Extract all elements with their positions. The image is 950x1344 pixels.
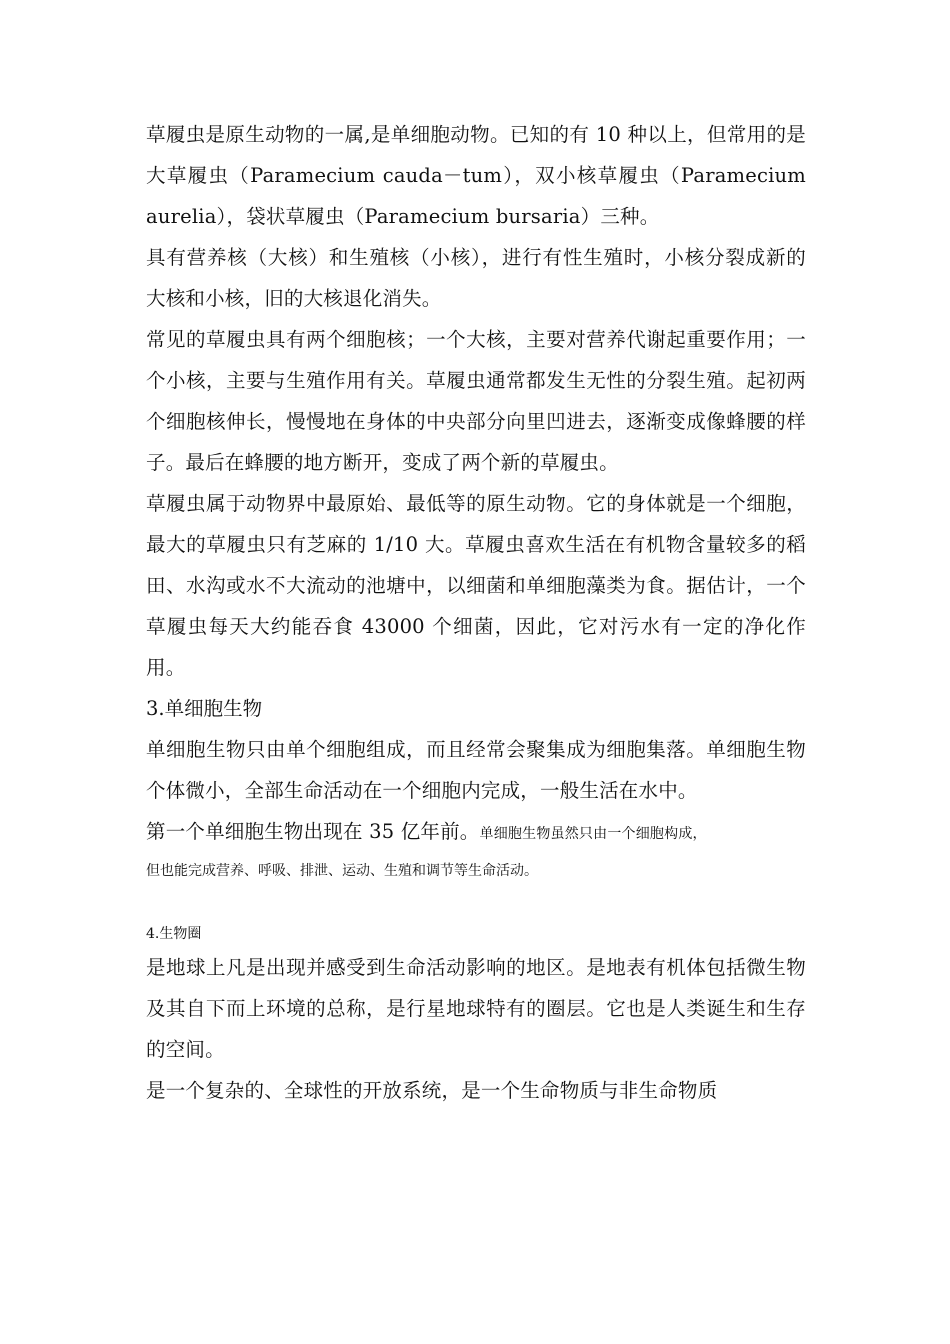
section-heading-unicellular: 3.单细胞生物 bbox=[146, 697, 263, 720]
paragraph-unicellular: 单细胞生物只由单个细胞组成，而且经常会聚集成为细胞集落。单细胞生物个体微小，全部生命活动在一个细胞内完成，一般生活在水中。 bbox=[146, 738, 806, 802]
spacer bbox=[146, 887, 806, 921]
paragraph-reproduction: 常见的草履虫具有两个细胞核；一个大核，主要对营养代谢起重要作用；一个小核，主要与生殖作用有关。草履虫通常都发生无性的分裂生殖。起初两个细胞核伸长，慢慢地在身体的中央部分向里凹进去，逐渐变成像蜂腰的样子。最后在蜂腰的地方断开，变成了两个新的草履虫。 bbox=[146, 328, 806, 474]
section-heading-biosphere: 4.生物圈 bbox=[146, 926, 202, 942]
first-unicellular-text: 第一个单细胞生物出现在 35 亿年前。 bbox=[146, 820, 480, 843]
paragraph-nuclei: 具有营养核（大核）和生殖核（小核），进行有性生殖时，小核分裂成新的大核和小核，旧的大核退化消失。 bbox=[146, 246, 806, 310]
paragraph-paramecium-intro: 草履虫是原生动物的一属,是单细胞动物。已知的有 10 种以上，但常用的是大草履虫（Paramecium cauda－tum），双小核草履虫（Paramecium aurelia），袋状草履虫（Paramecium bursaria）三种。 bbox=[146, 123, 806, 228]
paragraph-first-unicellular bbox=[146, 811, 806, 855]
paragraph-habitat: 草履虫属于动物界中最原始、最低等的原生动物。它的身体就是一个细胞，最大的草履虫只有芝麻的 1/10 大。草履虫喜欢生活在有机物含量较多的稻田、水沟或水不大流动的池塘中，以细菌和单细胞藻类为食。据估计，一个草履虫每天大约能吞食 43000 个细菌，因此，它对污水有一定的净化作用。 bbox=[146, 492, 806, 679]
document-body bbox=[146, 114, 806, 1111]
paragraph-biosphere-system: 是一个复杂的、全球性的开放系统，是一个生命物质与非生命物质 bbox=[146, 1079, 718, 1102]
paragraph-biosphere: 是地球上凡是出现并感受到生命活动影响的地区。是地表有机体包括微生物及其自下而上环境的总称，是行星地球特有的圈层。它也是人类诞生和生存的空间。 bbox=[146, 956, 806, 1061]
first-unicellular-note: 单细胞生物虽然只由一个细胞构成， bbox=[479, 826, 707, 842]
paragraph-life-activities: 但也能完成营养、呼吸、排泄、运动、生殖和调节等生命活动。 bbox=[146, 863, 538, 879]
